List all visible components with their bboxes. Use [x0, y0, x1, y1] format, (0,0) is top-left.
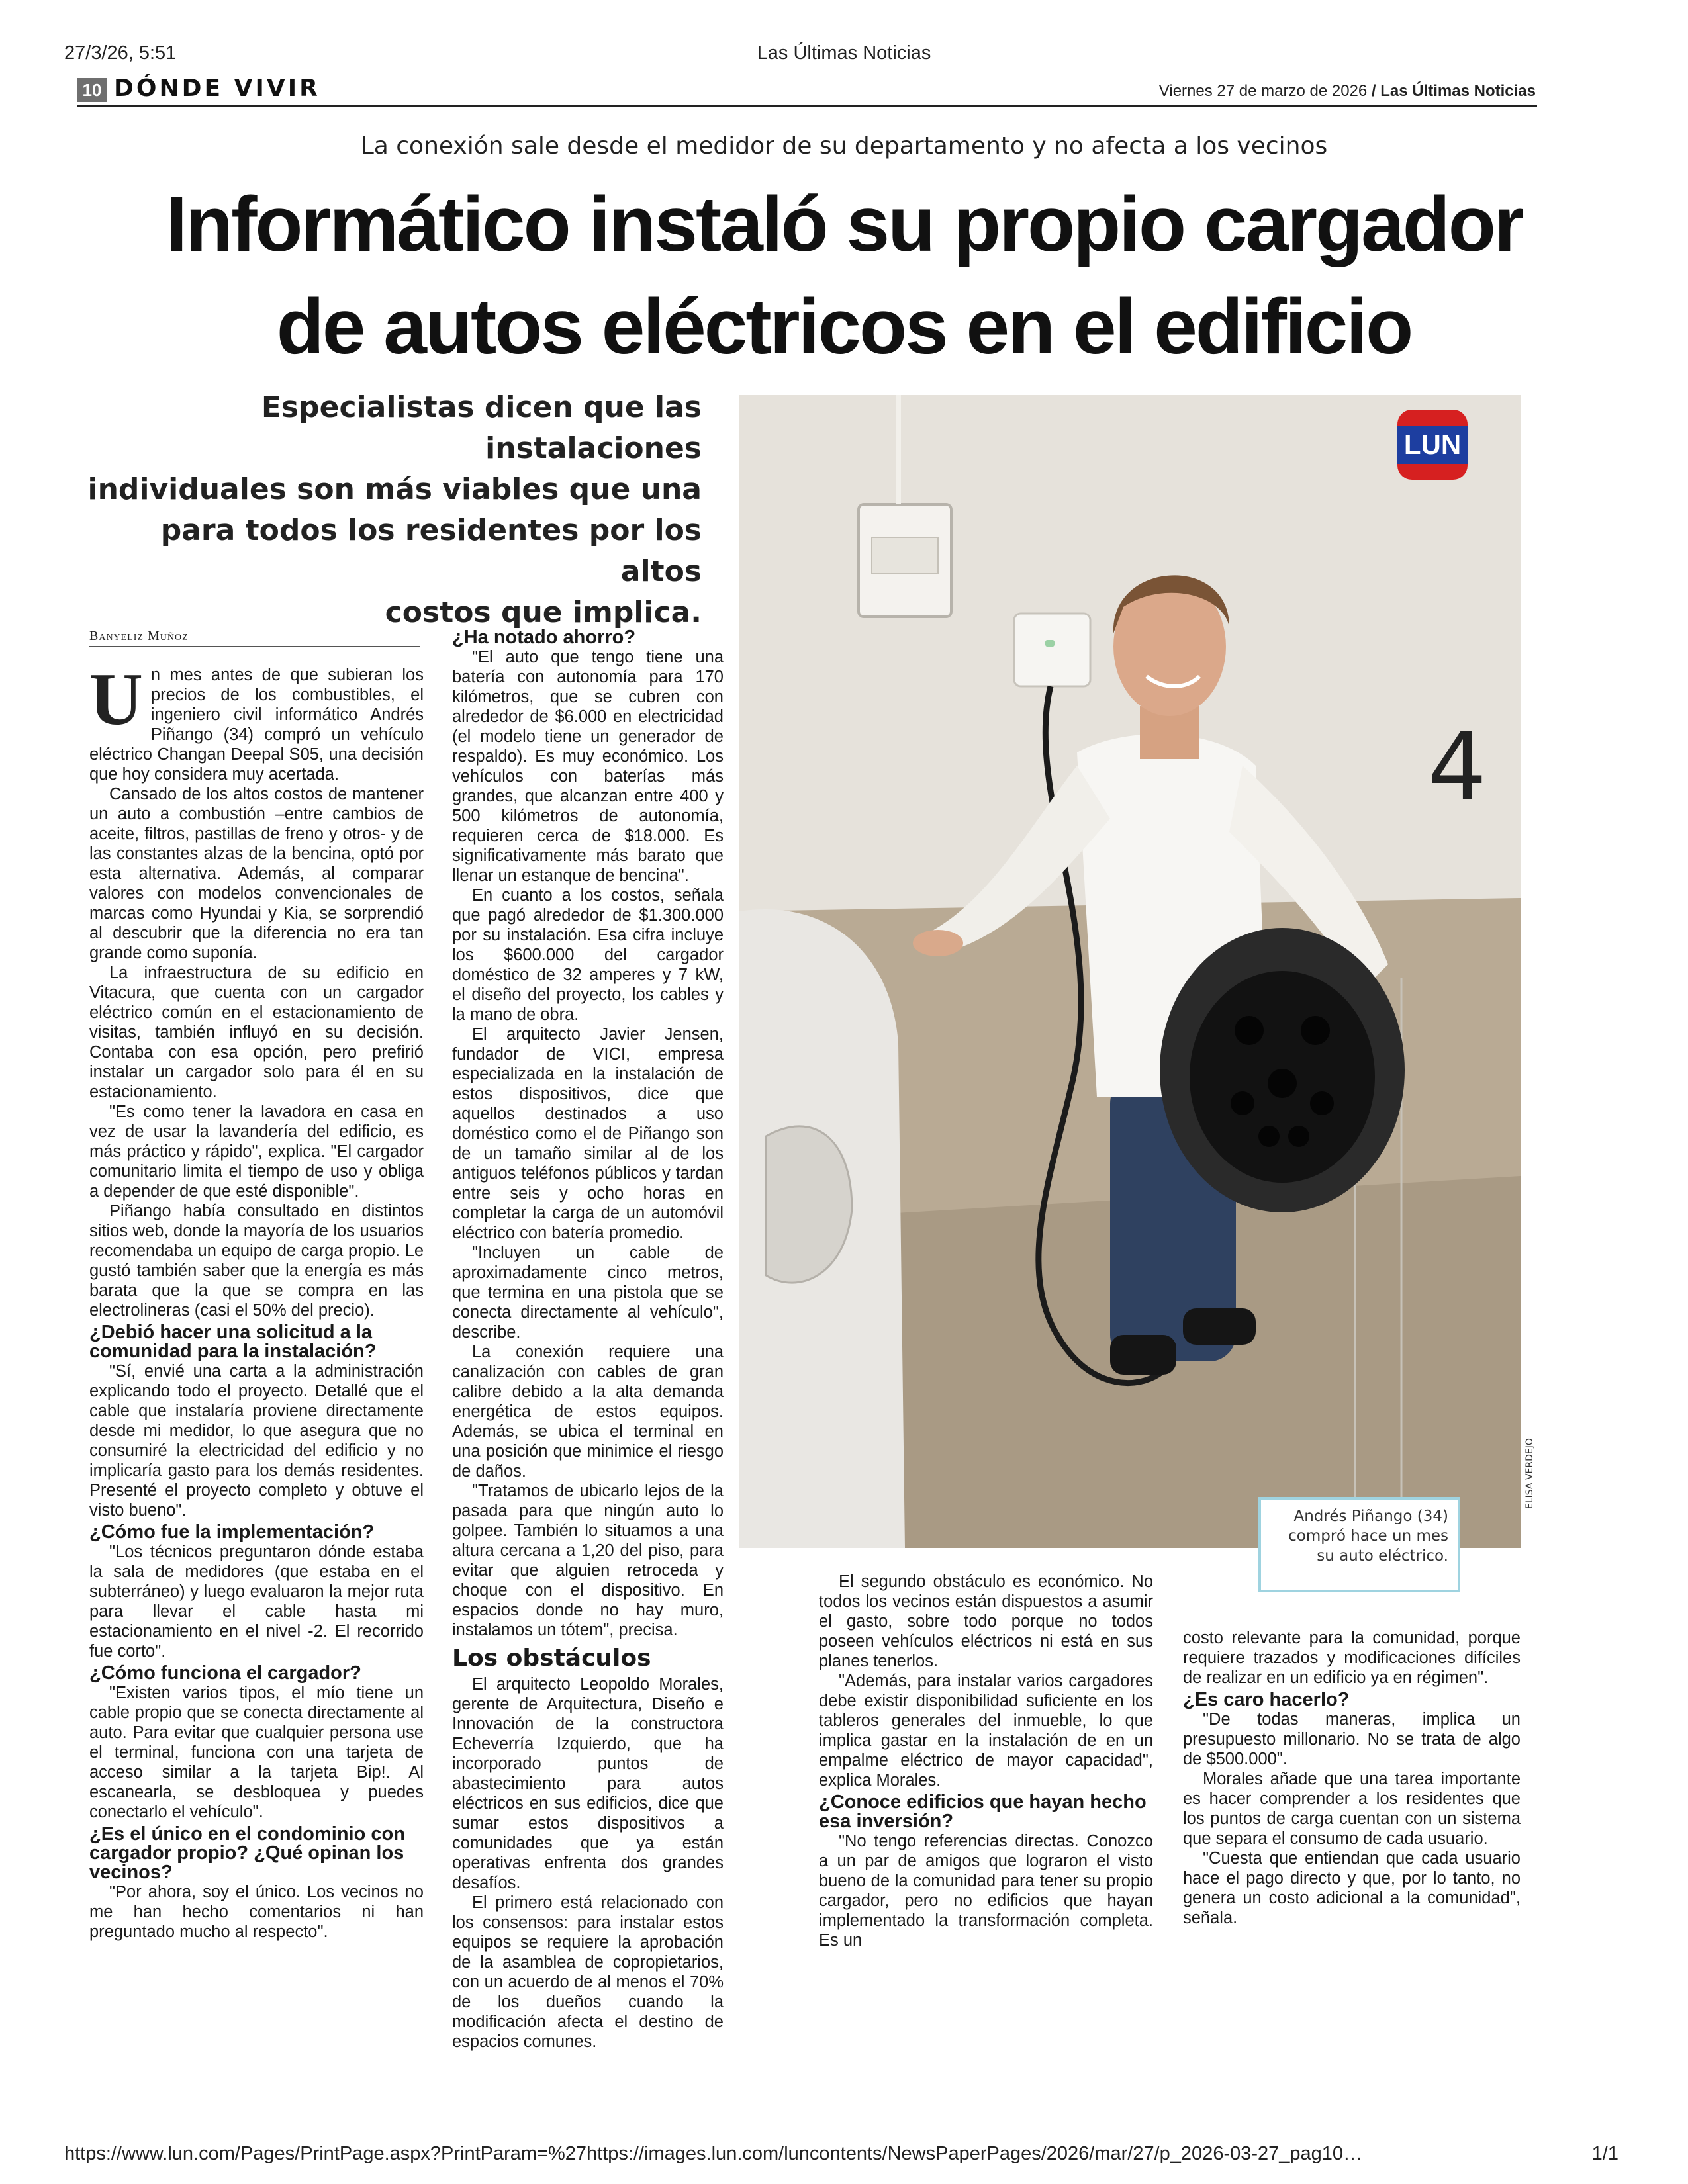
paragraph: El primero está relacionado con los consensos: para instalar estos equipos se requiere la aprobación de la asamblea de copropietarios, con un acuerdo de al menos el 70% de los dueños cuando la modificación afecta el destino de espacios comunes.	[452, 1893, 724, 2051]
kicker: La conexión sale desde el medidor de su departamento y no afecta a los vecinos	[360, 132, 1328, 159]
deck-line-2: individuales son más viables que una	[87, 473, 702, 506]
caption-line-1: Andrés Piñango (34)	[1293, 1508, 1448, 1525]
issue-date: Viernes 27 de marzo de 2026	[1158, 82, 1368, 100]
interview-question: ¿Es caro hacerlo?	[1183, 1689, 1350, 1710]
interview-question: ¿Conoce edificios que hayan hecho esa inversión?	[819, 1792, 1147, 1832]
print-datetime: 27/3/26, 5:51	[64, 42, 177, 64]
subheading: Los obstáculos	[452, 1645, 651, 1672]
dateline	[1159, 82, 1536, 101]
section-title: DÓNDE VIVIR	[114, 75, 320, 102]
interview-answer: "El auto que tengo tiene una batería con autonomía para 170 kilómetros, que se cubren con alrededor de $6.000 en electricidad (el modelo tiene un generador de respaldo). Es muy económico. Los vehículos con baterías más grandes, que alcanzan entre 400 y 500 kilómetros de autonomía, requieren cerca de $18.000. Es significativamente más barato que llenar un estanque de bencina".	[452, 648, 724, 885]
interview-question: ¿Ha notado ahorro?	[452, 627, 636, 648]
paragraph: El segundo obstáculo es económico. No todos los vecinos están dispuestos a asumir el gasto, sobre todo porque no todos poseen vehículos eléctricos ni está en sus planes tenerlos.	[819, 1572, 1153, 1670]
headline	[53, 173, 1635, 379]
print-page-count: 1/1	[1591, 2143, 1618, 2164]
caption-line-3: su auto eléctrico.	[1317, 1547, 1448, 1565]
paragraph: En cuanto a los costos, señala que pagó alrededor de $1.300.000 por su instalación. Esa cifra incluye los $600.000 del cargador doméstico de 32 amperes y 7 kW, el diseño del proyecto, los cables y la mano de obra.	[452, 886, 724, 1024]
interview-question: ¿Debió hacer una solicitud a la comunidad para la instalación?	[89, 1322, 377, 1362]
lead-text: n mes antes de que subieran los precios de los combustibles, el ingeniero civil informático Andrés Piñango (34) compró un vehículo eléctrico Changan Deepal S05, una decisión que hoy considera muy acertada.	[89, 666, 424, 784]
interview-question: ¿Cómo fue la implementación?	[89, 1522, 375, 1543]
paragraph: El arquitecto Leopoldo Morales, gerente de Arquitectura, Diseño e Innovación de la constructora Echeverría Izquierdo, que ha incorporado puntos de abastecimiento para autos eléctricos en sus edificios, dice que sumar estos dispositivos a comunidades que ya están operativas enfrenta dos grandes desafíos.	[452, 1675, 724, 1892]
article-column-1	[89, 659, 424, 1942]
newspaper-name: Las Últimas Noticias	[1380, 82, 1536, 100]
lun-logo-text: LUN	[1397, 426, 1468, 464]
lun-logo	[1397, 410, 1468, 480]
drop-cap: U	[89, 659, 143, 741]
paragraph: costo relevante para la comunidad, porque requiere trazados y modificaciones difíciles de realizar en un edificio ya en régimen".	[1183, 1629, 1521, 1687]
paragraph: Cansado de los altos costos de mantener un auto a combustión –entre cambios de aceite, filtros, pastillas de freno y otros- y de las constantes alzas de la bencina, optó por esta alternativa. Además, al comparar valores con modelos convencionales de marcas como Hyundai y Kia, se sorprendió al descubrir que la diferencia no era tan grande como suponía.	[89, 785, 424, 962]
paragraph: Morales añade que una tarea importante es hacer comprender a los residentes que los puntos de carga cuentan con un sistema que separa el consumo de cada usuario.	[1183, 1770, 1521, 1848]
article-column-3	[819, 1572, 1153, 1950]
paragraph: "Incluyen un cable de aproximadamente cinco metros, que termina en una pistola que se conecta directamente al vehículo", describe.	[452, 1244, 724, 1342]
header-rule	[77, 105, 1537, 107]
interview-answer: "Sí, envié una carta a la administración explicando todo el proyecto. Detallé que el cable que instalaría proviene directamente desde mi medidor, lo que asegura que no consumiré la electricidad del edificio y no implicaría gasto para los demás residentes. Presenté el proyecto completo y obtuve el visto bueno".	[89, 1362, 424, 1520]
deck	[73, 387, 702, 633]
article-photo	[739, 395, 1521, 1548]
article-column-4	[1183, 1628, 1521, 1928]
interview-answer: "Los técnicos preguntaron dónde estaba la sala de medidores (que estaba en el subterráneo) y luego evaluaron la mejor ruta para llevar el cable hasta mi estacionamiento en el nivel -2. El recorrido fue corto".	[89, 1543, 424, 1661]
page-number: 10	[77, 78, 107, 102]
deck-line-4: costos que implica.	[385, 596, 702, 629]
deck-line-1: Especialistas dicen que las instalaciones	[261, 390, 702, 465]
byline-rule	[89, 646, 420, 647]
deck-line-3: para todos los residentes por los altos	[160, 514, 702, 588]
dateline-separator: /	[1371, 82, 1376, 100]
paragraph: "Cuesta que entiendan que cada usuario hace el pago directo y que, por lo tanto, no genera un costo adicional a la comunidad", señala.	[1183, 1849, 1521, 1927]
paragraph: "Además, para instalar varios cargadores debe existir disponibilidad suficiente en los tableros generales del inmueble, lo que implica gastar en la instalación de en un empalme eléctrico de mayor capacidad", explica Morales.	[819, 1672, 1153, 1790]
photo-caption	[1258, 1497, 1460, 1592]
print-page-title: Las Últimas Noticias	[757, 42, 931, 64]
paragraph: La conexión requiere una canalización con cables de gran calibre debido a la alta demanda energética de estos equipos. Además, se ubica el terminal en una posición que minimice el riesgo de daños.	[452, 1343, 724, 1480]
interview-question: ¿Es el único en el condominio con cargador propio? ¿Qué opinan los vecinos?	[89, 1823, 405, 1883]
paragraph: Piñango había consultado en distintos sitios web, donde la mayoría de los usuarios recomendaba un equipo de carga propio. Le gustó también saber que la energía es más barata que la que se compra en las electrolineras (casi el 50% del precio).	[89, 1202, 424, 1320]
lead-paragraph	[89, 659, 424, 784]
byline: Banyeliz Muñoz	[89, 629, 189, 643]
print-url: https://www.lun.com/Pages/PrintPage.aspx?PrintParam=%27https://images.lun.com/luncontents/NewsPaperPages/2026/mar/27/p_2026-03-27_pag10…	[64, 2143, 1363, 2164]
photo-illustration	[739, 395, 1521, 1548]
paragraph: "Tratamos de ubicarlo lejos de la pasada para que ningún auto lo golpee. También lo situamos a una altura cercana a 1,20 del piso, para evitar que alguien retroceda y choque con el dispositivo. En espacios donde no hay muro, instalamos un tótem", precisa.	[452, 1482, 724, 1639]
article-column-2	[452, 625, 724, 2052]
photo-credit: ELISA VERDEJO	[1524, 1438, 1535, 1509]
wall-number: 4	[1428, 713, 1487, 821]
paragraph: El arquitecto Javier Jensen, fundador de VICI, empresa especializada en la instalación de estos dispositivos, dice que aquellos destinados a uso doméstico como el de Piñango son de un tamaño similar al de los antiguos teléfonos públicos y tardan entre seis y ocho horas en completar la carga de un automóvil eléctrico con batería promedio.	[452, 1025, 724, 1242]
interview-answer: "De todas maneras, implica un presupuesto millonario. No se trata de algo de $500.000".	[1183, 1710, 1521, 1768]
headline-line-2: de autos eléctricos en el edificio	[276, 283, 1412, 371]
interview-answer: "Por ahora, soy el único. Los vecinos no me han hecho comentarios ni han preguntado mucho al respecto".	[89, 1883, 424, 1941]
paragraph: "Es como tener la lavadora en casa en vez de usar la lavandería del edificio, es más práctico y rápido", explica. "El cargador comunitario limita el tiempo de uso y obliga a depender de que esté disponible".	[89, 1103, 424, 1201]
headline-line-1: Informático instaló su propio cargador	[165, 181, 1523, 268]
interview-question: ¿Cómo funciona el cargador?	[89, 1662, 361, 1684]
interview-answer: "No tengo referencias directas. Conozco a un par de amigos que lograron el visto bueno de la comunidad para tener su propio cargador, pero no edificios que hayan implementado la transformación completa. Es un	[819, 1832, 1153, 1950]
paragraph: La infraestructura de su edificio en Vitacura, que cuenta con un cargador eléctrico común en el estacionamiento de visitas, también influyó en su decisión. Contaba con esa opción, pero prefirió instalar un cargador solo para él en su estacionamiento.	[89, 964, 424, 1101]
caption-line-2: compró hace un mes	[1288, 1527, 1448, 1545]
interview-answer: "Existen varios tipos, el mío tiene un cable propio que se conecta directamente al auto. Para evitar que cualquier persona use el terminal, funciona con una tarjeta de acceso similar a la tarjeta Bip!. Al escanearla, se desbloquea y puedes conectarlo el vehículo".	[89, 1684, 424, 1821]
